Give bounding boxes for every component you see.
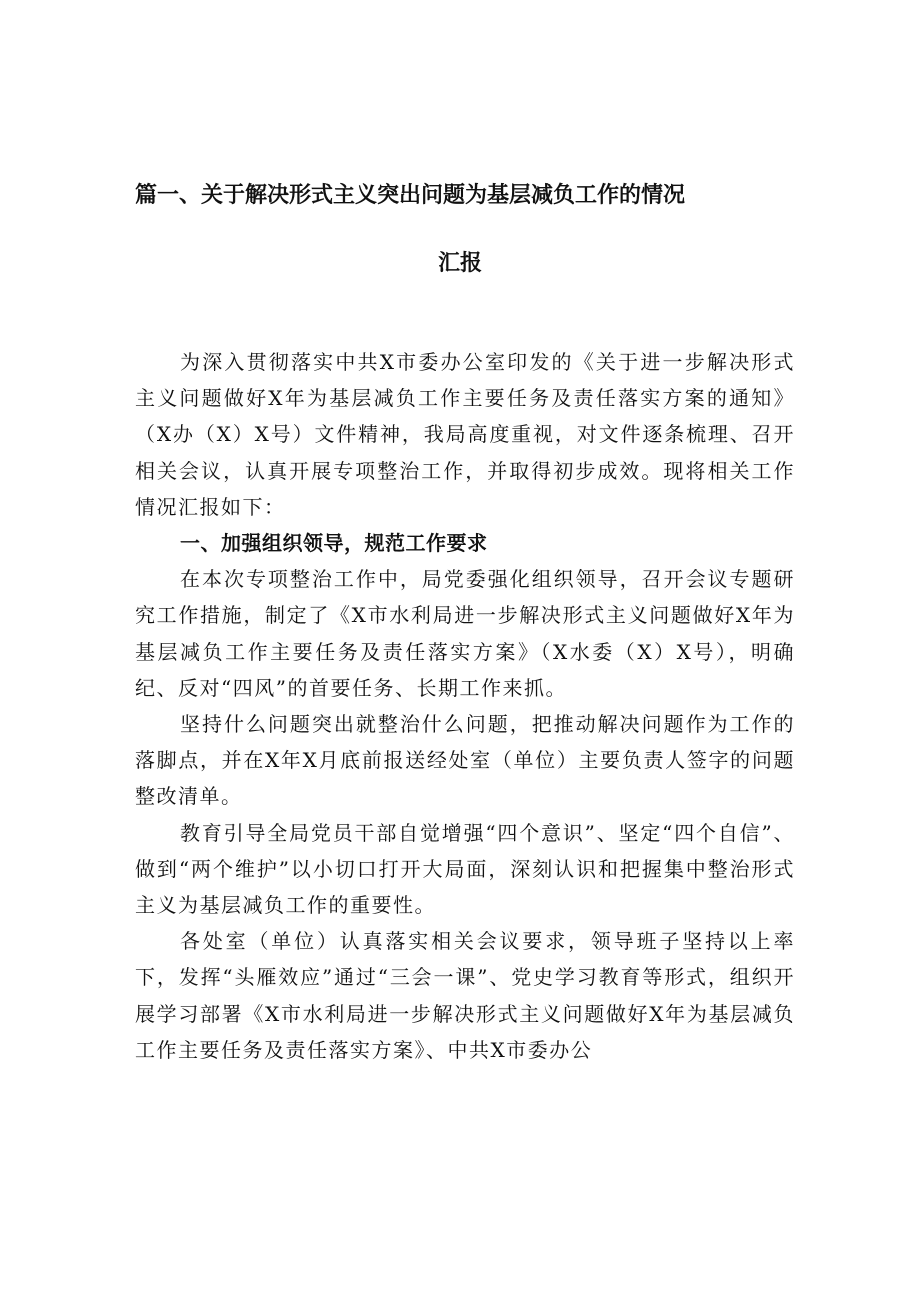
section-heading: 一、加强组织领导，规范工作要求 <box>180 531 488 556</box>
body-paragraph: 各处室（单位）认真落实相关会议要求，领导班子坚持以上率下，发挥“头雁效应”通过“三会一课”、党史学习教育等形式，组织开展学习部署《X市水利局进一步解决形式主义问题做好X年为基层减负工作主要任务及责任落实方案》、中共X市委办公 <box>135 929 795 1062</box>
document-title-line-2: 汇报 <box>437 251 482 276</box>
document-body <box>135 344 795 1068</box>
body-paragraph: 在本次专项整治工作中，局党委强化组织领导，召开会议专题研究工作措施，制定了《X市水利局进一步解决形式主义问题做好X年为基层减负工作主要任务及责任落实方案》（X水委（X）X号），明确纪、反对“四风”的首要任务、长期工作来抓。 <box>135 567 795 700</box>
document-title-line-1: 篇一、关于解决形式主义突出问题为基层减负工作的情况 <box>135 183 686 208</box>
intro-paragraph: 为深入贯彻落实中共X市委办公室印发的《关于进一步解决形式主义问题做好X年为基层减负工作主要任务及责任落实方案的通知》（X办（X）X号）文件精神，我局高度重视，对文件逐条梳理、召开相关会议，认真开展专项整治工作，并取得初步成效。现将相关工作情况汇报如下： <box>135 350 795 519</box>
body-paragraph: 坚持什么问题突出就整治什么问题，把推动解决问题作为工作的落脚点，并在X年X月底前报送经处室（单位）主要负责人签字的问题整改清单。 <box>135 712 795 809</box>
body-paragraph: 教育引导全局党员干部自觉增强“四个意识”、坚定“四个自信”、做到“两个维护”以小切口打开大局面，深刻认识和把握集中整治形式主义为基层减负工作的重要性。 <box>135 820 795 918</box>
